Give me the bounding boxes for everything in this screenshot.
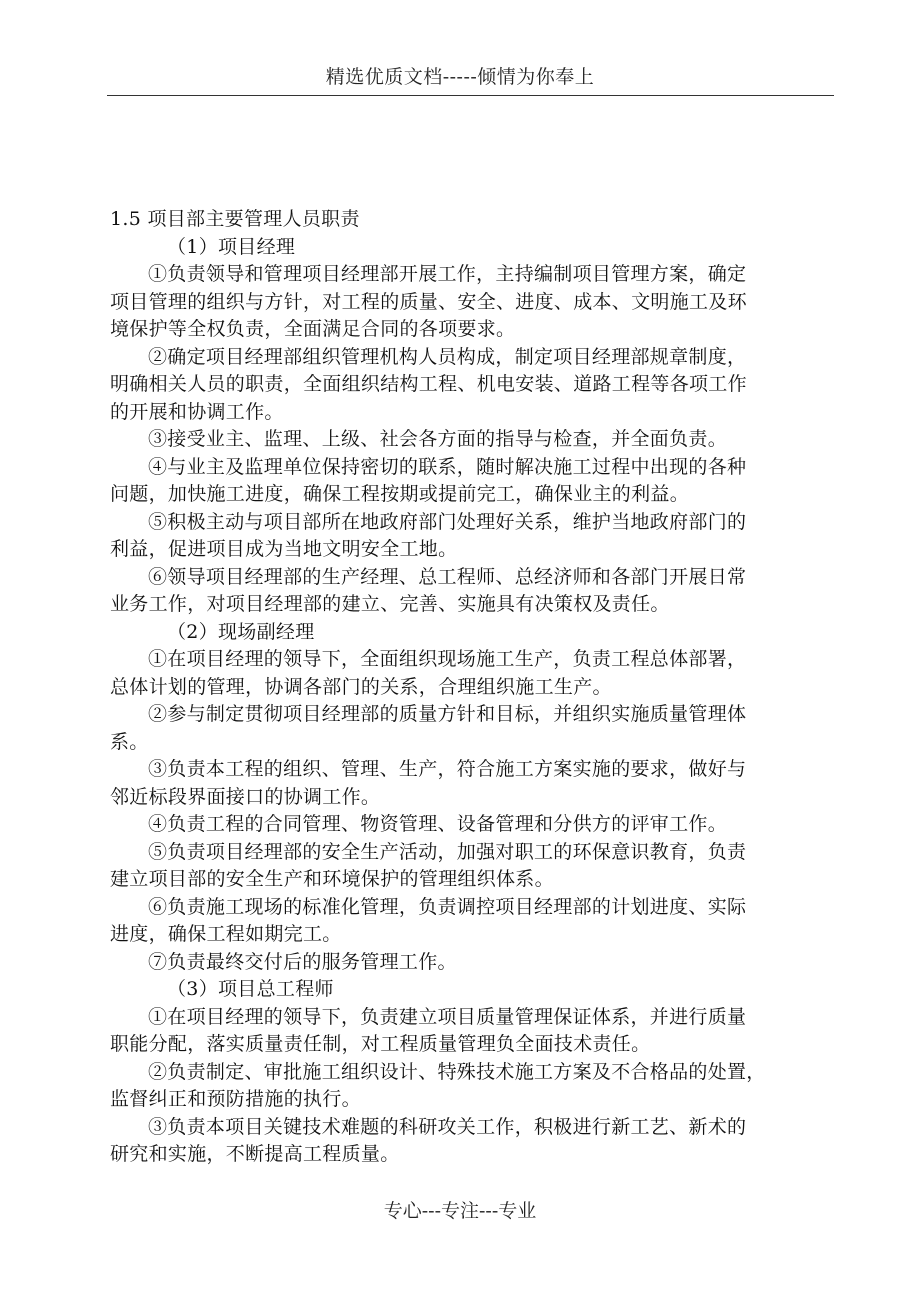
text-line: ②参与制定贯彻项目经理部的质量方针和目标，并组织实施质量管理体 <box>148 703 747 725</box>
text-line: 进度，确保工程如期完工。 <box>110 923 342 945</box>
text-line: 职能分配，落实质量责任制，对工程质量管理负全面技术责任。 <box>110 1033 651 1055</box>
text-line: ②负责制定、审批施工组织设计、特殊技术施工方案及不合格品的处置， <box>148 1060 766 1083</box>
subsection-heading: （2）现场副经理 <box>167 620 315 643</box>
section-heading: 1.5 项目部主要管理人员职责 <box>110 208 360 230</box>
text-line: 的开展和协调工作。 <box>110 400 284 423</box>
text-line: 系。 <box>110 730 149 753</box>
text-line: 利益，促进项目成为当地文明安全工地。 <box>110 538 458 560</box>
text-line: ②确定项目经理部组织管理机构人员构成，制定项目经理部规章制度， <box>148 345 747 368</box>
text-line: 总体计划的管理，协调各部门的关系，合理组织施工生产。 <box>110 675 612 698</box>
text-line: ①在项目经理的领导下，负责建立项目质量管理保证体系，并进行质量 <box>148 1005 747 1028</box>
text-line: ④与业主及监理单位保持密切的联系，随时解决施工过程中出现的各种 <box>148 455 747 478</box>
header-divider <box>107 95 834 96</box>
subsection-heading: （1）项目经理 <box>167 235 296 258</box>
text-line: 问题，加快施工进度，确保工程按期或提前完工，确保业主的利益。 <box>110 483 690 505</box>
text-line: ④负责工程的合同管理、物资管理、设备管理和分供方的评审工作。 <box>148 813 728 835</box>
text-line: ③负责本项目关键技术难题的科研攻关工作，积极进行新工艺、新术的 <box>148 1115 747 1138</box>
page-header: 精选优质文档-----倾情为你奉上 <box>325 66 595 88</box>
text-line: ③接受业主、监理、上级、社会各方面的指导与检查，并全面负责。 <box>148 428 728 450</box>
text-line: 监督纠正和预防措施的执行。 <box>110 1088 361 1110</box>
page-footer: 专心---专注---专业 <box>383 1200 537 1222</box>
text-line: 明确相关人员的职责，全面组织结构工程、机电安装、道路工程等各项工作 <box>110 373 747 395</box>
text-line: 研究和实施，不断提高工程质量。 <box>110 1143 400 1165</box>
text-line: ③负责本工程的组织、管理、生产，符合施工方案实施的要求，做好与 <box>148 758 747 780</box>
text-line: 境保护等全权负责，全面满足合同的各项要求。 <box>110 318 516 340</box>
text-line: ①负责领导和管理项目经理部开展工作，主持编制项目管理方案，确定 <box>148 263 747 285</box>
text-line: 建立项目部的安全生产和环境保护的管理组织体系。 <box>110 868 554 890</box>
text-line: ⑤积极主动与项目部所在地政府部门处理好关系，维护当地政府部门的 <box>148 510 747 533</box>
subsection-heading: （3）项目总工程师 <box>167 978 334 1000</box>
text-line: ⑤负责项目经理部的安全生产活动，加强对职工的环保意识教育，负责 <box>148 840 747 863</box>
text-line: 业务工作，对项目经理部的建立、完善、实施具有决策权及责任。 <box>110 593 670 615</box>
text-line: ⑥领导项目经理部的生产经理、总工程师、总经济师和各部门开展日常 <box>148 565 747 588</box>
text-line: 邻近标段界面接口的协调工作。 <box>110 785 381 808</box>
text-line: 项目管理的组织与方针，对工程的质量、安全、进度、成本、文明施工及环 <box>110 290 747 313</box>
text-line: ⑦负责最终交付后的服务管理工作。 <box>148 950 457 973</box>
text-line: ①在项目经理的领导下，全面组织现场施工生产，负责工程总体部署， <box>148 648 747 670</box>
text-line: ⑥负责施工现场的标准化管理，负责调控项目经理部的计划进度、实际 <box>148 895 747 918</box>
document-body <box>110 206 830 1169</box>
